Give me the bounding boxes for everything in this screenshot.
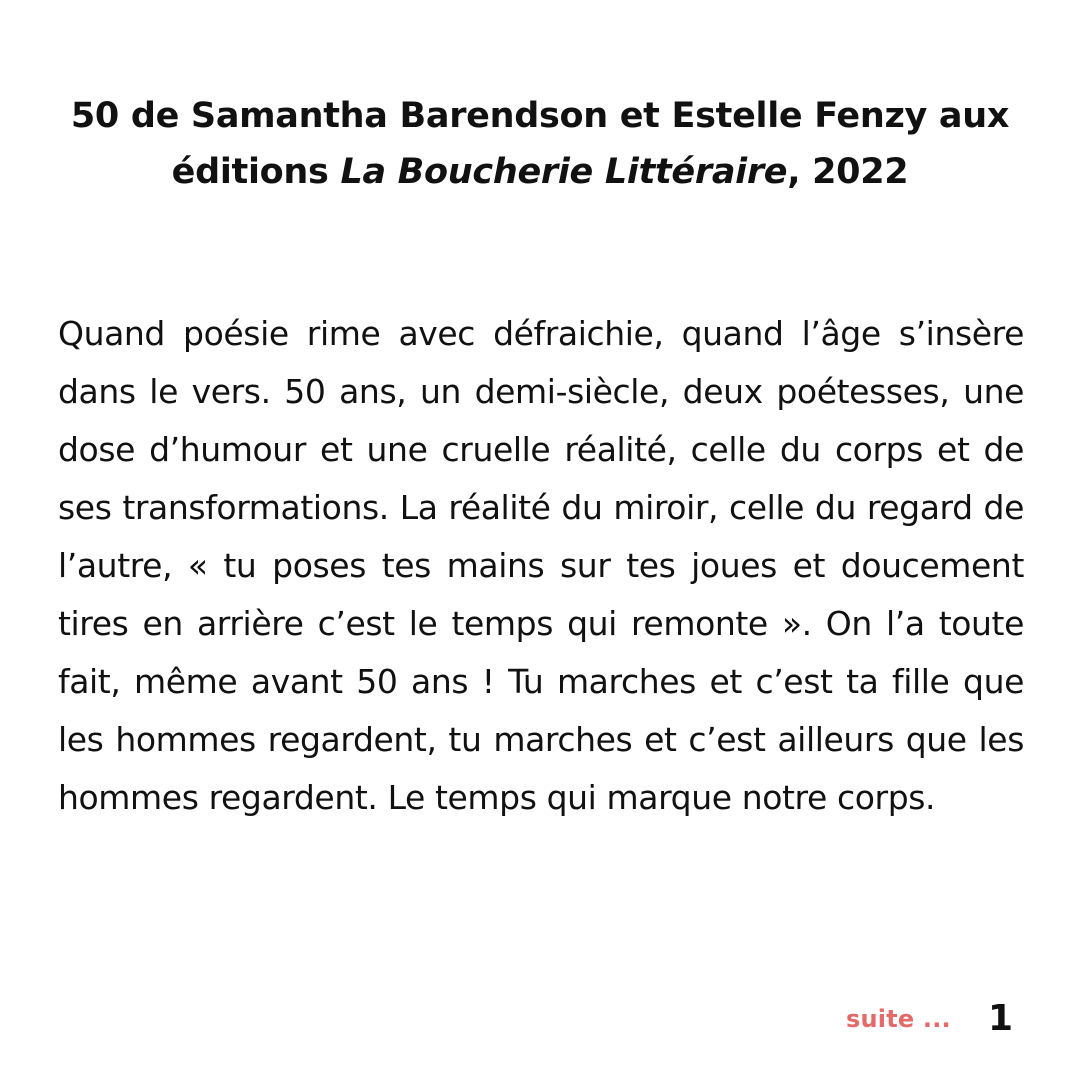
page-number: 1 [988,998,1014,1039]
title-part1: 50 de Samantha Barendson et Estelle Fenzy aux éditions [70,96,1010,192]
page-title [50,88,1030,200]
continue-label: suite ... [846,1005,951,1033]
review-paragraph: Quand poésie rime avec défraichie, quand l’âge s’insère dans le vers. 50 ans, un demi-siècle, deux poétesses, une dose d’humour et une cruelle réalité, celle du corps et de ses transformations. La réalité du miroir, celle du regard de l’autre, « tu poses tes mains sur tes joues et doucement tires en arrière c’est le temps qui remonte ». On l’a toute fait, même avant 50 ans ! Tu marches et c’est ta fille que les hommes regardent, tu marches et c’est ailleurs que les hommes regardent. Le temps qui marque notre corps. [58,314,1024,817]
publisher-name: La Boucherie Littéraire [340,152,788,192]
title-part2: , 2022 [787,152,909,192]
